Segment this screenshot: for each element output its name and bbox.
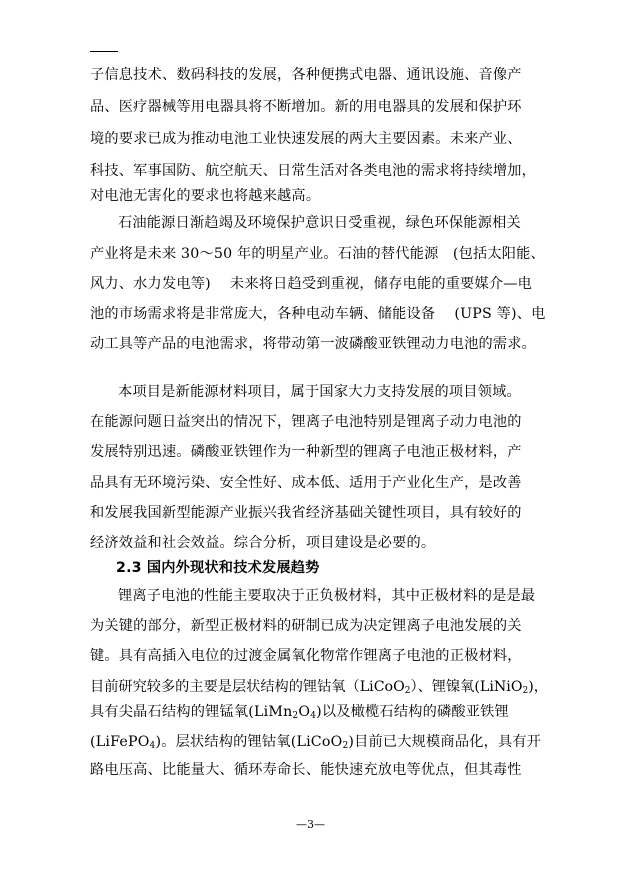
text-line: 经济效益和社会效益。综合分析，项目建设是必要的。: [90, 535, 436, 551]
text-span: 目前研究较多的主要是层状结构的锂钴氧（LiCoO: [90, 679, 405, 695]
text-span: )以及橄榄石结构的磷酸亚铁锂: [316, 704, 509, 720]
text-line: 路电压高、比能量大、循环寿命长、能快速充放电等优点，但其毒性: [90, 762, 522, 778]
header-rule: [90, 51, 118, 52]
text-line: 池的市场需求将是非常庞大，各种电动车辆、储能设备 (UPS 等)、电: [90, 306, 546, 322]
text-line: 本项目是新能源材料项目，属于国家大力支持发展的项目领域。: [118, 384, 521, 400]
page-number: —3—: [296, 818, 325, 831]
text-line: 在能源问题日益突出的情况下，锂离子电池特别是锂离子动力电池的: [90, 414, 522, 430]
text-line: 子信息技术、数码科技的发展，各种便携式电器、通讯设施、音像产: [90, 67, 522, 83]
text-line: 科技、军事国防、航空航天、日常生活对各类电池的需求将持续增加，: [90, 163, 537, 179]
text-span: (LiFePO: [90, 734, 150, 750]
subscript: 2: [342, 741, 349, 751]
text-line: 发展特别迅速。磷酸亚铁锂作为一种新型的锂离子电池正极材料，产: [90, 444, 522, 460]
text-line: 石油能源日渐趋竭及环境保护意识日受重视，绿色环保能源相关: [118, 215, 521, 231]
subscript: 2: [292, 711, 299, 721]
text-line: 动工具等产品的电池需求，将带动第一波磷酸亚铁锂动力电池的需求。: [90, 336, 537, 352]
text-line: 为关键的部分，新型正极材料的研制已成为决定锂离子电池发展的关: [90, 618, 522, 634]
text-span: O: [298, 704, 311, 720]
text-span: )。层状结构的锂钴氧(LiCoO: [155, 734, 343, 750]
text-span: )，: [528, 679, 548, 695]
text-line: [90, 679, 548, 695]
text-line: 和发展我国新型能源产业振兴我省经济基础关键性项目，具有较好的: [90, 505, 522, 521]
text-line: 对电池无害化的要求也将越来越高。: [90, 188, 321, 204]
subscript: 4: [310, 711, 317, 721]
text-line: 键。具有高插入电位的过渡金属氧化物常作锂离子电池的正极材料，: [90, 648, 522, 664]
text-span: ）、锂镍氧(LiNiO: [410, 679, 523, 695]
text-line: 品具有无环境污染、安全性好、成本低、适用于产业化生产，是改善: [90, 475, 522, 491]
text-line: 境的要求已成为推动电池工业快速发展的两大主要因素。未来产业、: [90, 131, 522, 147]
text-span: 具有尖晶石结构的锂锰氧(LiMn: [90, 704, 293, 720]
subscript: 2: [522, 686, 529, 696]
text-line: 风力、水力发电等) 未来将日趋受到重视，储存电能的重要媒介—电: [90, 276, 533, 292]
text-line: 产业将是未来 30～50 年的明星产业。石油的替代能源 (包括太阳能、: [90, 246, 545, 262]
text-span: )目前已大规模商品化，具有开: [348, 734, 542, 750]
text-line: 品、医疗器械等用电器具将不断增加。新的用电器具的发展和保护环: [90, 99, 522, 115]
text-line: [90, 704, 509, 720]
subscript: 4: [149, 741, 156, 751]
subscript: 2: [404, 686, 411, 696]
text-line: [90, 734, 541, 750]
section-heading: 2.3 国内外现状和技术发展趋势: [116, 560, 320, 576]
text-line: 锂离子电池的性能主要取决于正负极材料，其中正极材料的是是最: [118, 588, 536, 604]
